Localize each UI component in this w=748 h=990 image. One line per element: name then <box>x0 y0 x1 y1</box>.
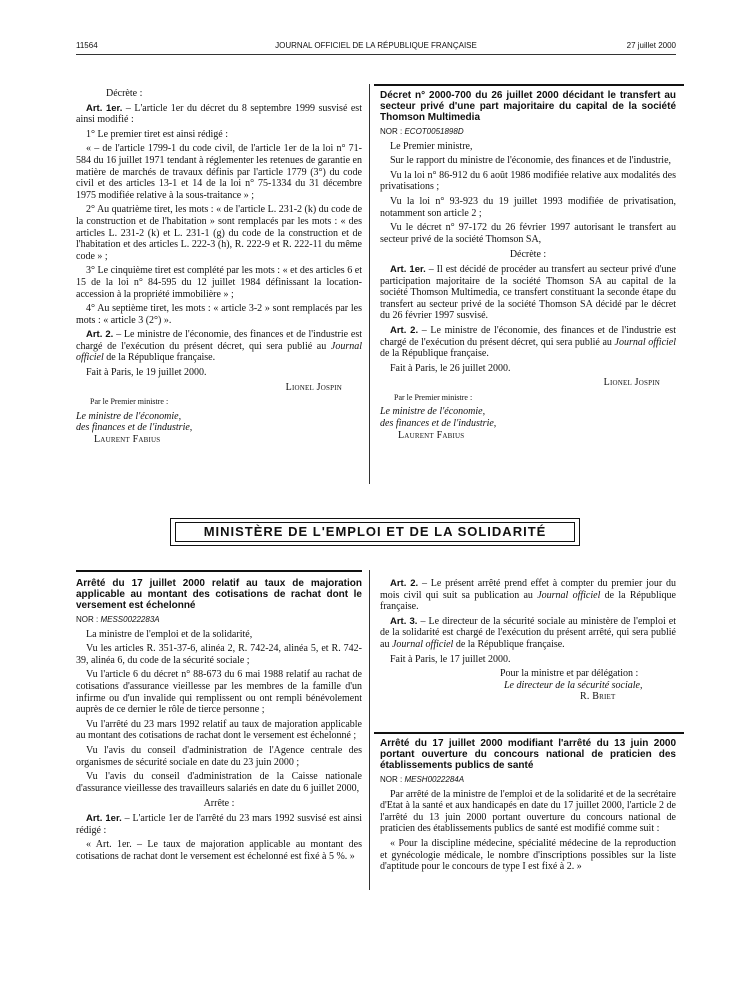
article-text: – Le ministre de l'économie, des finances et de l'industrie est chargé de l'exécution du présent décret, qui sera publié au <box>380 324 676 348</box>
paragraph: Vu l'avis du conseil d'administration de l'Agence centrale des organismes de sécurité sociale en date du 23 juin 2000 ; <box>76 744 362 768</box>
article-label: Art. 3. <box>390 615 418 627</box>
paragraph: « – de l'article 1799-1 du code civil, de l'article 1er de la loi n° 71-584 du 16 juillet 1971 tendant à réglementer les retenues de garantie en matière de marchés de travaux définis par l'article 1779 (3°) du code civil et des articles 13-1 et 14 de la loi n° 75-1334 du 31 décembre 1975 modifiée relative à la sous-traitance » ; <box>76 143 362 201</box>
paragraph: Par arrêté de la ministre de l'emploi et de la solidarité et de la secrétaire d'Etat à la santé et aux handicapés en date du 17 juillet 2000, l'article 2 de l'arrêté du 13 juin 2000 portant ouverture du concours national de praticien des établissements publics de santé est modifié comme suit : <box>380 788 676 835</box>
article-2 <box>76 329 362 364</box>
paragraph: 3° Le cinquième tiret est complété par les mots : « et des articles 6 et 15 de la loi n° 84-595 du 12 juillet 1984 définissant la location-accession à la propriété immobilière » ; <box>76 265 362 300</box>
journal-officiel-ref: Journal officiel <box>391 638 454 650</box>
page-number: 11564 <box>76 41 98 50</box>
article-text: – Le directeur de la sécurité sociale au ministère de l'emploi et de la solidarité est chargé de l'exécution du présent arrêté, qui sera publié au <box>380 615 676 650</box>
paragraph: La ministre de l'emploi et de la solidarité, <box>86 628 253 640</box>
title-rule <box>374 732 684 734</box>
decrete-heading: Décrète : <box>509 249 547 261</box>
article-text: de la République française. <box>453 638 565 650</box>
article-text: de la République française. <box>380 348 489 360</box>
minister-title: Le ministre de l'économie, <box>380 406 486 418</box>
nor-reference <box>380 126 676 138</box>
paragraph: Vu l'arrêté du 23 mars 1992 relatif au taux de majoration applicable au montant des cotisations de rachat dont le versement est échelonné ; <box>76 718 362 742</box>
article-label: Art. 1er. <box>86 812 122 824</box>
title-rule <box>76 570 362 572</box>
nor-reference <box>380 774 676 786</box>
signatory: Lionel Jospin <box>285 381 342 393</box>
article-text: de la République française. <box>103 352 216 364</box>
paragraph: 1° Le premier tiret est ainsi rédigé : <box>86 128 229 140</box>
fait-a-paris: Fait à Paris, le 26 juillet 2000. <box>390 362 511 374</box>
nor-reference <box>76 614 362 626</box>
paragraph: Vu le décret n° 97-172 du 26 février 1997 autorisant le transfert au secteur privé de la société Thomson SA, <box>380 222 676 245</box>
title-rule <box>374 84 684 86</box>
fait-a-paris: Fait à Paris, le 17 juillet 2000. <box>390 653 511 665</box>
left-bottom-column <box>76 578 362 865</box>
article-2 <box>380 325 676 360</box>
article-label: Art. 2. <box>390 324 419 336</box>
journal-officiel-ref: Journal officiel <box>76 340 362 364</box>
nor-code: MESH0022284A <box>404 775 465 784</box>
article-3 <box>380 616 676 651</box>
paragraph: 4° Au septième tiret, les mots : « article 3-2 » sont remplacés par les mots : « article 3 (2°) ». <box>76 303 362 326</box>
delegation-line: Pour la ministre et par délégation : <box>500 668 639 680</box>
article-2 <box>380 578 676 613</box>
minister-title: des finances et de l'industrie, <box>380 418 497 430</box>
arrete-title: Arrêté du 17 juillet 2000 relatif au taux de majoration applicable au montant des cotisations de rachat dont le versement est échelonné <box>76 578 362 611</box>
paragraph: Sur le rapport du ministre de l'économie, des finances et de l'industrie, <box>390 155 672 167</box>
minister-title: Le ministre de l'économie, <box>76 410 182 422</box>
article-label: Art. 1er. <box>86 102 123 114</box>
ministry-banner <box>170 518 580 546</box>
article-label: Art. 2. <box>86 329 114 341</box>
issue-date: 27 juillet 2000 <box>626 41 676 50</box>
par-le-premier-ministre: Par le Premier ministre : <box>90 397 169 407</box>
nor-label: NOR : <box>76 615 101 624</box>
ministry-title: MINISTÈRE DE L'EMPLOI ET DE LA SOLIDARITÉ <box>175 522 575 542</box>
paragraph: « Pour la discipline médecine, spécialité médecine de la reproduction et gynécologie médicale, le nombre d'inscriptions possibles sur la liste d'aptitude pour le concours de type I est fixé à 2. » <box>380 837 676 873</box>
article-text: – Le présent arrêté prend effet à compter du premier jour du mois civil qui suit sa publication au <box>380 578 676 601</box>
nor-code: MESS0022283A <box>100 615 160 624</box>
article-text: – L'article 1er de l'arrêté du 23 mars 1992 susvisé est ainsi rédigé : <box>76 812 362 836</box>
nor-code: ECOT0051898D <box>404 127 464 136</box>
nor-label: NOR : <box>380 775 405 784</box>
paragraph: Vu la loi n° 93-923 du 19 juillet 1993 modifiée de privatisation, notamment son article 2 ; <box>380 195 676 219</box>
minister-name: Laurent Fabius <box>398 429 465 441</box>
article-1 <box>76 103 362 126</box>
journal-officiel-ref: Journal officiel <box>614 336 676 348</box>
article-text: de la République française. <box>380 589 676 613</box>
page-header <box>76 40 676 55</box>
nor-label: NOR : <box>380 127 405 136</box>
journal-officiel-ref: Journal officiel <box>537 589 601 601</box>
paragraph: Vu l'avis du conseil d'administration de la Caisse nationale d'assurance vieillesse des travailleurs salariés en date du 6 juillet 2000, <box>76 771 362 794</box>
decrete-heading: Décrète : <box>106 88 143 99</box>
director-title: Le directeur de la sécurité sociale, <box>504 679 643 691</box>
article-1 <box>380 264 676 322</box>
paragraph: 2° Au quatrième tiret, les mots : « de l'article L. 231-2 (k) du code de la construction et de l'habitation » sont remplacés par les mots : « des articles L. 231-2 (k) et L. 231-1 (g) du code de la construction et de l'habitation et des articles L. 222-3 (h), R. 222-9 et R. 222-11 du même code » ; <box>76 204 363 262</box>
article-label: Art. 1er. <box>390 263 426 275</box>
decree-title: Décret n° 2000-700 du 26 juillet 2000 décidant le transfert au secteur privé d'une part majoritaire du capital de la société Thomson Multimedia <box>380 90 676 123</box>
right-bottom-column <box>380 578 676 706</box>
article-text: – Il est décidé de procéder au transfert au secteur privé d'une participation majoritaire de la société Thomson SA au capital de la société Thomson Multimedia, ce transfert constituant la seconde étape du transfert au secteur privé de la société Thomson SA décidé par le décret du 26 février 1997 susvisé. <box>380 263 676 322</box>
journal-title: JOURNAL OFFICIEL DE LA RÉPUBLIQUE FRANÇAISE <box>275 41 477 50</box>
quoted-article: « Art. 1er. – Le taux de majoration applicable au montant des cotisations de rachat dont le versement est échelonné est fixé à 5 %. » <box>76 839 362 862</box>
minister-name: Laurent Fabius <box>94 434 161 446</box>
arrete-heading: Arrête : <box>203 798 235 810</box>
minister-title: des finances et de l'industrie, <box>76 422 193 434</box>
paragraph: Le Premier ministre, <box>390 140 473 152</box>
column-separator <box>369 570 370 890</box>
right-bottom-column-2 <box>380 738 676 876</box>
fait-a-paris: Fait à Paris, le 19 juillet 2000. <box>86 367 207 379</box>
article-1 <box>76 813 362 836</box>
paragraph: Vu l'article 6 du décret n° 88-673 du 6 mai 1988 relatif au rachat de cotisations d'assurance vieillesse par les membres de la famille d'un infirme ou d'un invalide qui remplissent ou ont rempli bénévolement auprès de ce dernier le rôle de tierce personne ; <box>76 669 362 716</box>
right-top-column <box>380 90 676 444</box>
article-text: – L'article 1er du décret du 8 septembre 1999 susvisé est ainsi modifié : <box>76 102 362 126</box>
left-top-column <box>76 88 362 449</box>
article-label: Art. 2. <box>390 578 419 589</box>
article-text: – Le ministre de l'économie, des finances et de l'industrie est chargé de l'exécution du présent décret, qui sera publié au <box>76 329 362 352</box>
director-name: R. Briet <box>580 691 616 703</box>
signatory: Lionel Jospin <box>603 377 660 389</box>
par-le-premier-ministre: Par le Premier ministre : <box>394 392 473 402</box>
column-separator <box>369 84 370 484</box>
arrete-title: Arrêté du 17 juillet 2000 modifiant l'arrêté du 13 juin 2000 portant ouverture du concours national de praticien des établissements publics de santé <box>380 738 676 771</box>
paragraph: Vu la loi n° 86-912 du 6 août 1986 modifiée relative aux modalités des privatisations ; <box>380 169 676 193</box>
paragraph: Vu les articles R. 351-37-6, alinéa 2, R. 742-24, alinéa 5, et R. 742-39, alinéa 6, du code de la sécurité sociale ; <box>76 643 362 666</box>
